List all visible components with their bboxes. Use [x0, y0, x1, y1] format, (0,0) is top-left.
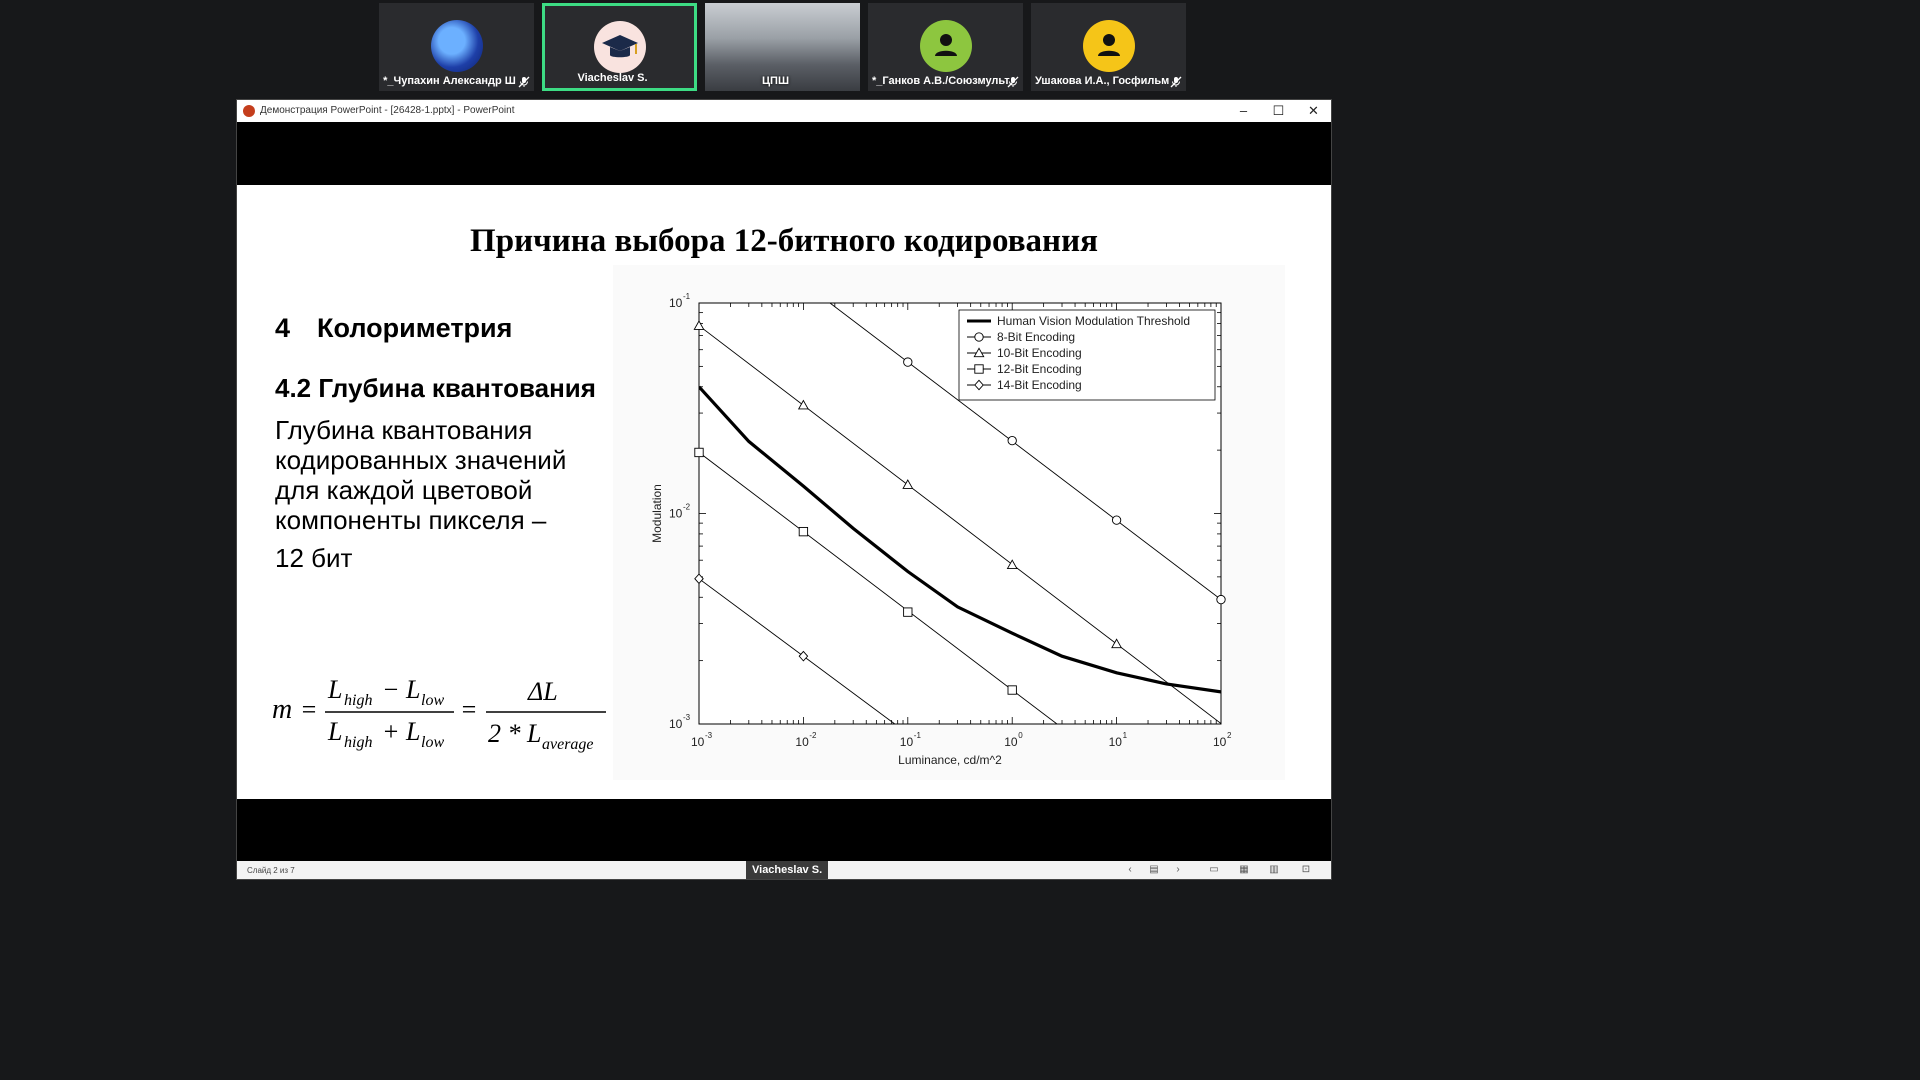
formula-den-llow: L: [406, 717, 421, 746]
y-axis-label: Modulation: [650, 484, 664, 543]
slide-counter: Слайд 2 из 7: [247, 866, 295, 875]
legend-label: 10-Bit Encoding: [997, 346, 1082, 360]
data-point-circle: [1112, 516, 1120, 524]
formula-eq2: =: [460, 695, 478, 724]
legend-label: 8-Bit Encoding: [997, 330, 1076, 344]
participant-avatar: [431, 20, 483, 72]
formula-den-lhigh: L: [328, 717, 343, 746]
data-point-square: [695, 448, 703, 456]
x-tick-exponent: -3: [705, 731, 713, 740]
formula-minus: −: [382, 675, 400, 704]
participant-name: Viacheslav S.: [577, 72, 648, 84]
formula-num-llow: L: [406, 675, 421, 704]
x-tick-exponent: 2: [1227, 731, 1232, 740]
formula-sub: low: [421, 692, 445, 709]
y-tick-label: 10: [669, 506, 683, 521]
formula-plus: +: [382, 717, 400, 746]
participant-tile[interactable]: [1031, 3, 1186, 91]
y-tick-exponent: -3: [683, 713, 691, 722]
x-axis-label: Luminance, cd/m^2: [898, 753, 1002, 767]
bit-depth-value: 12 бит: [275, 543, 353, 573]
section-heading: 4 Колориметрия: [275, 313, 513, 343]
user-icon: [1083, 20, 1135, 72]
data-point-circle: [904, 358, 912, 366]
x-tick-label: 10: [795, 735, 809, 749]
body-text: Глубина квантования кодированных значений для каждой цветовой компоненты пикселя –: [275, 415, 567, 535]
y-tick-exponent: -1: [683, 292, 691, 301]
y-tick-exponent: -2: [683, 502, 691, 512]
formula-sub: high: [344, 692, 373, 709]
participant-name: *_Ганков А.В./Союзмульт: [872, 75, 1010, 87]
x-tick-exponent: -2: [809, 731, 817, 740]
slide: [237, 185, 1331, 799]
mic-muted-icon: [518, 76, 530, 88]
legend-label: 12-Bit Encoding: [997, 362, 1082, 376]
legend-marker: [975, 333, 983, 341]
status-bar: [237, 861, 1331, 879]
formula-delta-l: ΔL: [528, 677, 558, 706]
x-tick-exponent: 1: [1122, 731, 1128, 740]
data-point-square: [904, 608, 912, 616]
powerpoint-icon: [243, 105, 255, 117]
x-tick-label: 10: [899, 735, 914, 749]
reading-view-icon[interactable]: ▥: [1269, 864, 1279, 875]
speaker-label: Viacheslav S.: [746, 861, 828, 879]
slide-title: Причина выбора 12-битного кодирования: [470, 223, 1098, 259]
x-tick-label: 10: [691, 735, 705, 749]
slide-sorter-icon[interactable]: ▦: [1239, 864, 1249, 875]
formula-num-lhigh: L: [328, 675, 343, 704]
legend-marker: [975, 365, 983, 373]
maximize-button[interactable]: ☐: [1272, 103, 1285, 118]
prev-slide-icon[interactable]: ‹: [1128, 864, 1132, 875]
formula-sub: average: [542, 736, 594, 753]
chart-container: [613, 265, 1285, 780]
normal-view-icon[interactable]: ▭: [1209, 864, 1219, 875]
close-button[interactable]: ✕: [1308, 103, 1319, 118]
participant-name: ЦПШ: [762, 75, 789, 87]
formula-m: m: [272, 694, 293, 725]
x-tick-label: 10: [1213, 735, 1227, 749]
window-titlebar: [237, 100, 1331, 122]
subsection-heading: 4.2 Глубина квантования: [275, 373, 596, 403]
formula-sub: high: [344, 734, 373, 751]
y-tick-label: 10: [669, 717, 683, 731]
notes-icon[interactable]: ▤: [1149, 864, 1159, 875]
x-tick-exponent: -1: [913, 731, 921, 740]
user-icon: [920, 20, 972, 72]
participant-name: *_Чупахин Александр Ш: [383, 75, 516, 87]
mic-muted-icon: [1170, 76, 1182, 88]
x-tick-exponent: 0: [1018, 731, 1023, 740]
data-point-circle: [1217, 595, 1225, 603]
x-tick-label: 10: [1108, 735, 1122, 749]
y-tick-label: 10: [669, 296, 683, 310]
modulation-formula: [270, 665, 630, 755]
participant-tile-active[interactable]: [542, 3, 697, 91]
legend-label: Human Vision Modulation Threshold: [997, 314, 1191, 328]
participant-tile[interactable]: [379, 3, 534, 91]
legend-label: 14-Bit Encoding: [997, 378, 1082, 392]
window-title: Демонстрация PowerPoint - [26428-1.pptx] - PowerPoint: [260, 105, 515, 116]
mic-muted-icon: [1007, 76, 1019, 88]
data-point-square: [799, 527, 807, 535]
modulation-chart: [613, 265, 1285, 780]
slideshow-icon[interactable]: ⊡: [1301, 864, 1311, 875]
data-point-square: [1008, 686, 1016, 694]
graduation-cap-icon: [594, 21, 646, 73]
x-tick-label: 10: [1004, 735, 1018, 749]
data-point-circle: [1008, 436, 1016, 444]
formula-sub: low: [421, 734, 445, 751]
participant-tile[interactable]: [868, 3, 1023, 91]
participant-tile[interactable]: [705, 3, 860, 91]
formula-den-avg: 2 * L: [488, 719, 542, 748]
powerpoint-window: [236, 99, 1332, 880]
minimize-button[interactable]: –: [1239, 103, 1248, 118]
formula-eq: =: [300, 695, 318, 724]
next-slide-icon[interactable]: ›: [1176, 864, 1180, 875]
participant-name: Ушакова И.А., Госфильм: [1035, 75, 1170, 87]
